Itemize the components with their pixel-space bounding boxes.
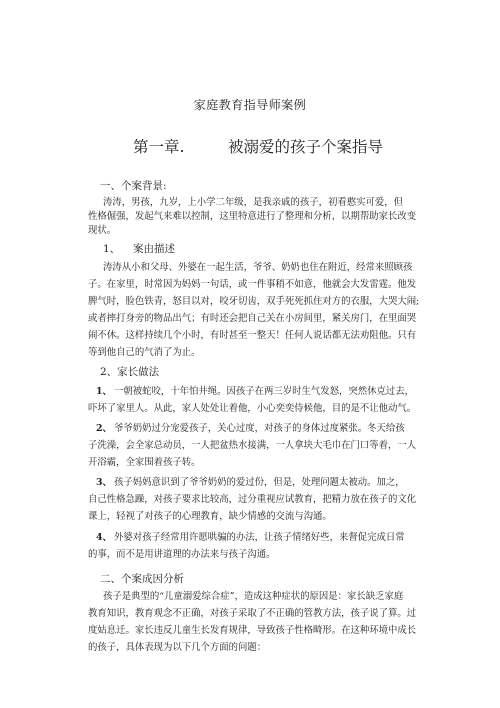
parents-item-number: 2、	[96, 423, 112, 434]
description-heading-number: 1、	[103, 243, 121, 255]
analysis-line: 教育知识，教育观念不正确，对孩子采取了不正确的管教方法，孩子说了算。过	[88, 608, 417, 619]
description-line: 闹不休。这样持续几个小时，有时甚至一整天！任何人说话都无法劝阻他。只有	[88, 330, 417, 341]
description-heading-text: 案由描述	[133, 243, 175, 255]
chapter-title: 被溺爱的孩子个案指导	[228, 138, 384, 156]
analysis-line: 的孩子，具体表现为以下几个方面的问题：	[88, 642, 267, 653]
analysis-line: 度姑息迁。家长违反儿童生长发育规律，导致孩子性格畸形。在这种环境中成长	[88, 625, 417, 636]
background-line: 性格倔强，发起气来难以控制，这里特意进行了整理和分析，以期帮助家长改变	[88, 211, 417, 222]
parents-item-line: 课上，轻视了对孩子的心理教育，缺少情感的交流与沟通。	[88, 511, 332, 522]
analysis-heading: 二、个案成因分析	[100, 573, 184, 585]
background-line: 现状。	[88, 225, 117, 236]
description-line: 子。在家里，时常因为妈妈一句话，或一件事稍不如意，他就会大发雷霆。他发	[88, 279, 417, 290]
parents-item-line: 孩子妈妈意识到了爷爷奶奶的爱过份，但是，处理问题太被动。加之，	[114, 477, 405, 488]
description-line: 脾气时，脸色铁青，怒目以对，咬牙切齿，双手死死抓住对方的衣服，大哭大闹;	[88, 296, 420, 307]
parents-heading: 2、家长做法	[100, 366, 160, 378]
parents-item-number: 1、	[96, 386, 112, 397]
parents-item-line: 一朝被蛇咬，十年怕井绳。因孩子在两三岁时生气发怒，突然休克过去，	[114, 386, 415, 397]
parents-item-line: 吓坏了家里人。从此，家人处处让着他，小心奕奕侍候他，目的是不让他动气。	[88, 403, 417, 414]
parents-item-line: 爷爷奶奶过分宠爱孩子，关心过度，对孩子的身体过度紧张。冬天给孩	[114, 423, 405, 434]
background-line: 涛涛，男孩，九岁，上小学二年级，是我亲戚的孩子，初看憨实可爱，但	[103, 197, 404, 208]
parents-item-line: 开浴霸，全家围着孩子转。	[88, 457, 201, 468]
document-title: 家庭教育指导师案例	[193, 98, 307, 112]
parents-item-line: 自己性格急躁，对孩子要求比较高，过分重视应试教育，把精力放在孩子的文化	[88, 494, 417, 505]
parents-item-number: 4、	[96, 532, 112, 543]
description-line: 等到他自己的气消了为止。	[88, 347, 201, 358]
parents-item-number: 3、	[96, 477, 112, 488]
parents-item-line: 的事，而不是用讲道理的办法来与孩子沟通。	[88, 549, 276, 560]
description-line: 或者摔打身旁的物品出气；有时还会把自己关在小房间里，紧关房门，在里面哭	[88, 313, 417, 324]
description-line: 涛涛从小和父母、外婆在一起生活，爷爷、奶奶也住在附近，经常来照顾孩	[103, 262, 413, 273]
analysis-line: 孩子是典型的“儿童溺爱综合症”，造成这种症状的原因是：家长缺乏家庭	[103, 591, 404, 602]
parents-item-line: 外婆对孩子经常用许愿哄骗的办法，让孩子情绪好些，来督促完成日常	[114, 532, 405, 543]
parents-item-line: 子洗澡，会全家总动员，一人把盆热水接满，一人拿块大毛巾在门口等着，一人	[88, 440, 417, 451]
chapter-number: 第一章.	[133, 138, 185, 156]
background-heading: 一、个案背景:	[100, 180, 167, 192]
